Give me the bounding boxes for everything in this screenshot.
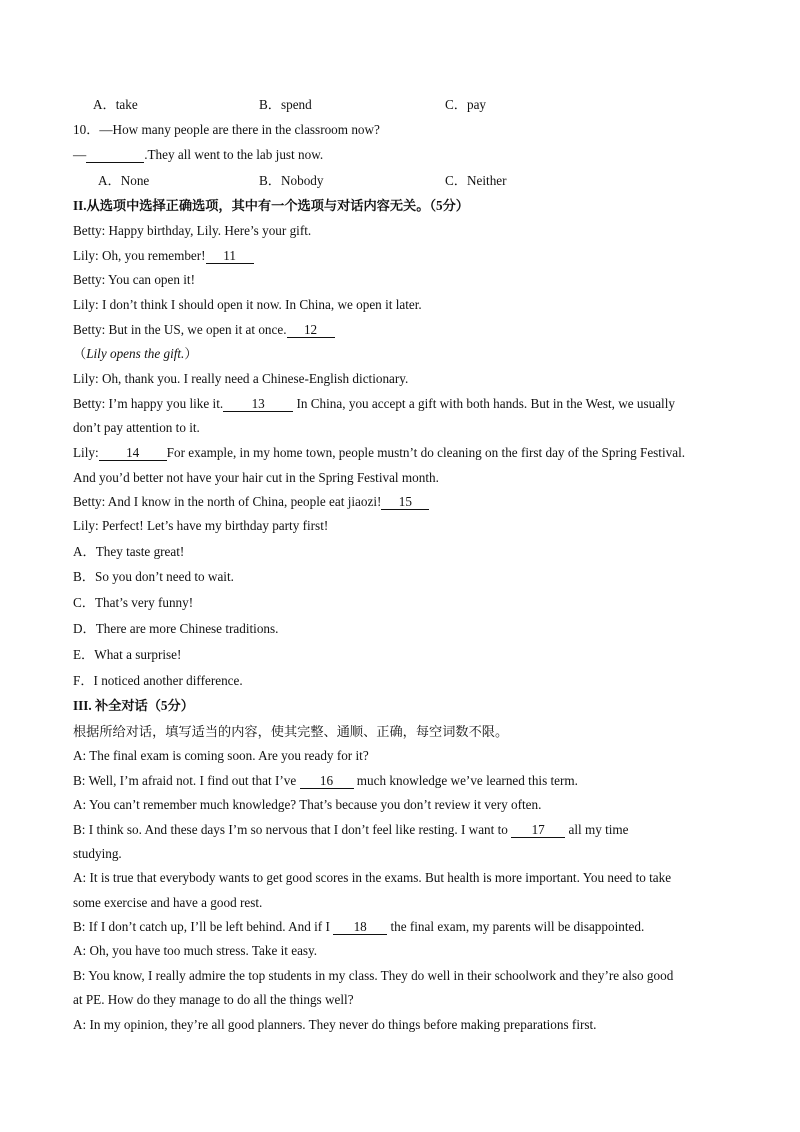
blank-12[interactable]: 12 (287, 322, 335, 338)
stage-direction (73, 345, 198, 363)
dialogue-text: B: Well, I’m afraid not. I find out that I’ve (73, 773, 300, 788)
dialogue-text: the final exam, my parents will be disappointed. (387, 919, 645, 934)
dialogue-line (73, 772, 578, 790)
dialogue-line (73, 918, 644, 936)
dialogue-line: Lily: Perfect! Let’s have my birthday party first! (73, 518, 329, 533)
option-e: E．What a surprise! (73, 647, 182, 662)
q9-option-b: B．spend (259, 97, 312, 112)
dialogue-text: Betty: And I know in the north of China, people eat jiaozi! (73, 494, 382, 509)
dialogue-text: Lily: (73, 445, 99, 460)
dialogue-line: don’t pay attention to it. (73, 420, 200, 435)
dialogue-text: For example, in my home town, people mustn’t do cleaning on the first day of the Spring Festival. (166, 445, 686, 460)
q10-answer-blank[interactable] (86, 147, 144, 163)
dialogue-line: some exercise and have a good rest. (73, 895, 263, 910)
dialogue-line (73, 247, 254, 265)
option-c: C．That’s very funny! (73, 595, 194, 610)
q10-answer-suffix: .They all went to the lab just now. (144, 147, 324, 162)
dialogue-line: A: The final exam is coming soon. Are you ready for it? (73, 748, 369, 763)
dialogue-line: Betty: You can open it! (73, 272, 195, 287)
option-b: B．So you don’t need to wait. (73, 569, 234, 584)
section3-instructions: 根据所给对话，填写适当的内容，使其完整、通顺、正确，每空词数不限。 (73, 724, 509, 739)
q10-option-b: B．Nobody (259, 173, 324, 188)
dialogue-line: Betty: Happy birthday, Lily. Here’s your gift. (73, 223, 312, 238)
q10-answer-line (73, 146, 323, 164)
dialogue-line (73, 444, 685, 462)
dialogue-text: Betty: I’m happy you like it. (73, 396, 224, 411)
dialogue-line: Lily: I don’t think I should open it now. In China, we open it later. (73, 297, 422, 312)
option-d: D．There are more Chinese traditions. (73, 621, 279, 636)
dialogue-line: A: In my opinion, they’re all good planners. They never do things before making preparations first. (73, 1017, 597, 1032)
dialogue-line: B: You know, I really admire the top students in my class. They do well in their schoolwork and they’re also good (73, 968, 674, 983)
option-f: F．I noticed another difference. (73, 673, 243, 688)
dialogue-line: And you’d better not have your hair cut in the Spring Festival month. (73, 470, 439, 485)
q9-option-c: C．pay (445, 97, 487, 112)
blank-14[interactable]: 14 (99, 445, 167, 461)
q10-dash: — (73, 147, 87, 162)
dialogue-line: Lily: Oh, thank you. I really need a Chinese-English dictionary. (73, 371, 409, 386)
dialogue-text: Betty: But in the US, we open it at once. (73, 322, 287, 337)
blank-11[interactable]: 11 (206, 248, 254, 264)
dialogue-text: B: If I don’t catch up, I’ll be left behind. And if I (73, 919, 334, 934)
dialogue-line (73, 321, 335, 339)
option-a: A．They taste great! (73, 544, 185, 559)
dialogue-line: at PE. How do they manage to do all the things well? (73, 992, 354, 1007)
dialogue-text: B: I think so. And these days I’m so nervous that I don’t feel like resting. I want to (73, 822, 512, 837)
dialogue-line: A: It is true that everybody wants to get good scores in the exams. But health is more important. You need to take (73, 870, 672, 885)
paren-close: ） (184, 346, 198, 361)
dialogue-text: Lily: Oh, you remember! (73, 248, 206, 263)
dialogue-line (73, 493, 429, 511)
dialogue-line (73, 821, 629, 839)
dialogue-line: A: Oh, you have too much stress. Take it easy. (73, 943, 318, 958)
dialogue-text: In China, you accept a gift with both hands. But in the West, we usually (293, 396, 675, 411)
blank-16[interactable]: 16 (300, 773, 354, 789)
q10-option-c: C．Neither (445, 173, 507, 188)
blank-18[interactable]: 18 (333, 919, 387, 935)
dialogue-text: all my time (565, 822, 629, 837)
dialogue-line: studying. (73, 846, 122, 861)
section3-heading: III. 补全对话（5分） (73, 698, 194, 713)
paren-open: （ (73, 346, 87, 361)
section2-heading: II.从选项中选择正确选项，其中有一个选项与对话内容无关。（5分） (73, 198, 469, 213)
blank-15[interactable]: 15 (381, 494, 429, 510)
dialogue-text: much knowledge we’ve learned this term. (353, 773, 578, 788)
stage-direction-text: Lily opens the gift. (86, 346, 185, 361)
blank-13[interactable]: 13 (223, 396, 293, 412)
dialogue-line: A: You can’t remember much knowledge? That’s because you don’t review it very often. (73, 797, 542, 812)
q10-stem: 10．—How many people are there in the classroom now? (73, 122, 380, 137)
q9-option-a: A．take (93, 97, 138, 112)
q10-option-a: A．None (98, 173, 150, 188)
blank-17[interactable]: 17 (511, 822, 565, 838)
dialogue-line (73, 395, 675, 413)
